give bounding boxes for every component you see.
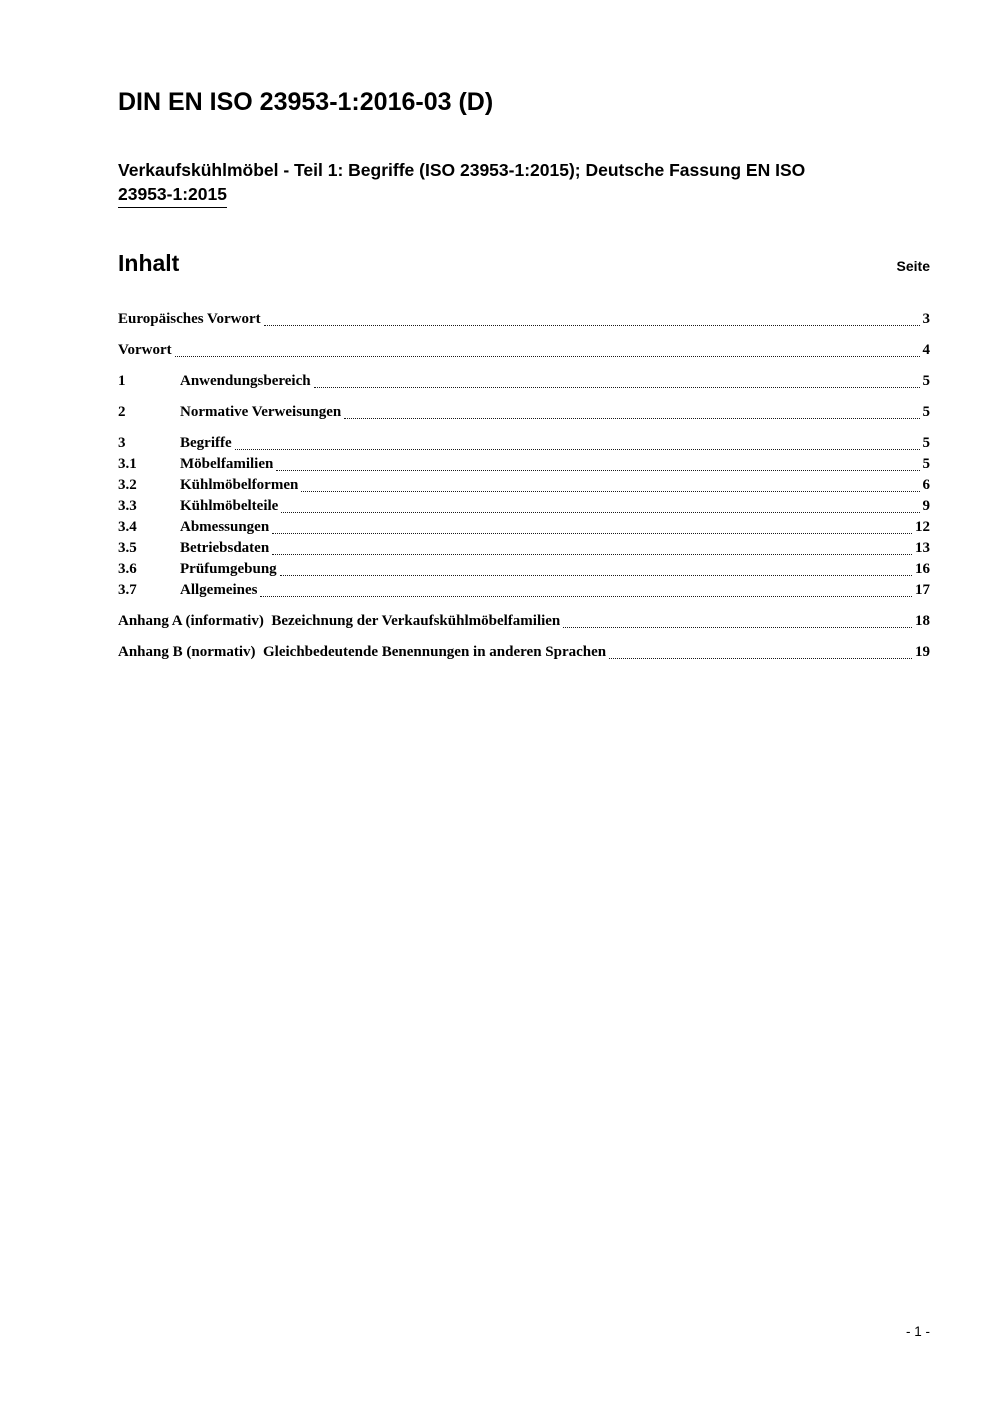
toc-entry-label: Abmessungen: [180, 519, 270, 535]
toc-dotted-leader: [280, 575, 912, 576]
toc-entry-label: Anwendungsbereich: [180, 373, 311, 389]
toc-entry-number: 1: [118, 373, 126, 389]
toc-entry-page: 5: [922, 435, 930, 451]
toc-entry-label: Anhang B (normativ) Gleichbedeutende Benennungen in anderen Sprachen: [118, 644, 607, 660]
toc-dotted-leader: [272, 533, 912, 534]
toc-entry: [118, 538, 930, 559]
toc-list: [118, 309, 930, 663]
toc-dotted-leader: [281, 512, 919, 513]
page-content: [118, 0, 930, 663]
toc-dotted-leader: [344, 418, 919, 419]
toc-entry-page: 3: [922, 311, 930, 327]
toc-entry-label: Normative Verweisungen: [180, 404, 342, 420]
toc-entry-number: 2: [118, 404, 126, 420]
toc-entry-page: 4: [922, 342, 930, 358]
document-title: [118, 158, 930, 208]
toc-entry-page: 16: [915, 561, 930, 577]
toc-entry-page: 13: [915, 540, 930, 556]
toc-entry-label: Betriebsdaten: [180, 540, 270, 556]
toc-dotted-leader: [264, 325, 920, 326]
toc-entry: [118, 517, 930, 538]
toc-entry-number: 3: [118, 435, 126, 451]
toc-entry-label: Prüfumgebung: [180, 561, 277, 577]
document-title-line1: Verkaufskühlmöbel - Teil 1: Begriffe (ISO 23953-1:2015); Deutsche Fassung EN ISO: [118, 160, 806, 180]
toc-entry: [118, 496, 930, 517]
toc-entry-label: Anhang A (informativ) Bezeichnung der Verkaufskühlmöbelfamilien: [118, 613, 561, 629]
toc-entry-page: 9: [922, 498, 930, 514]
toc-header: [118, 250, 930, 277]
toc-entry: [118, 309, 930, 330]
toc-entry-page: 6: [922, 477, 930, 493]
toc-entry: [118, 402, 930, 423]
toc-entry: [118, 580, 930, 601]
toc-entry: [118, 454, 930, 475]
toc-entry-number: 3.7: [118, 582, 137, 598]
toc-entry-number: 3.3: [118, 498, 137, 514]
toc-page-column-label: Seite: [896, 258, 930, 274]
toc-dotted-leader: [314, 387, 920, 388]
toc-entry-label: Kühlmöbelteile: [180, 498, 279, 514]
toc-entry: [118, 475, 930, 496]
toc-entry: [118, 642, 930, 663]
toc-entry-page: 18: [915, 613, 930, 629]
toc-entry-label: Kühlmöbelformen: [180, 477, 299, 493]
document-title-line2: 23953-1:2015: [118, 182, 227, 208]
toc-dotted-leader: [175, 356, 920, 357]
toc-entry-number: 3.5: [118, 540, 137, 556]
toc-entry-number: 3.6: [118, 561, 137, 577]
toc-dotted-leader: [563, 627, 912, 628]
toc-entry-page: 12: [915, 519, 930, 535]
toc-entry: [118, 559, 930, 580]
toc-entry-number: 3.4: [118, 519, 137, 535]
toc-dotted-leader: [276, 470, 919, 471]
toc-entry-label: Europäisches Vorwort: [118, 311, 261, 327]
document-id-heading: DIN EN ISO 23953-1:2016-03 (D): [118, 88, 494, 116]
toc-dotted-leader: [235, 449, 920, 450]
toc-heading: Inhalt: [118, 250, 180, 276]
toc-entry-page: 5: [922, 404, 930, 420]
toc-entry-page: 17: [915, 582, 930, 598]
toc-entry-number: 3.2: [118, 477, 137, 493]
toc-dotted-leader: [260, 596, 912, 597]
toc-entry: [118, 340, 930, 361]
toc-entry-number: 3.1: [118, 456, 137, 472]
toc-entry: [118, 433, 930, 454]
toc-entry-label: Allgemeines: [180, 582, 258, 598]
toc-dotted-leader: [272, 554, 912, 555]
toc-entry-page: 5: [922, 373, 930, 389]
page-number-footer: - 1 -: [905, 1324, 930, 1339]
toc-dotted-leader: [301, 491, 919, 492]
toc-entry-page: 5: [922, 456, 930, 472]
toc-entry: [118, 371, 930, 392]
toc-entry-page: 19: [915, 644, 930, 660]
toc-dotted-leader: [609, 658, 912, 659]
toc-entry-label: Begriffe: [180, 435, 232, 451]
toc-entry: [118, 611, 930, 632]
toc-entry-label: Möbelfamilien: [180, 456, 274, 472]
toc-entry-label: Vorwort: [118, 342, 172, 358]
